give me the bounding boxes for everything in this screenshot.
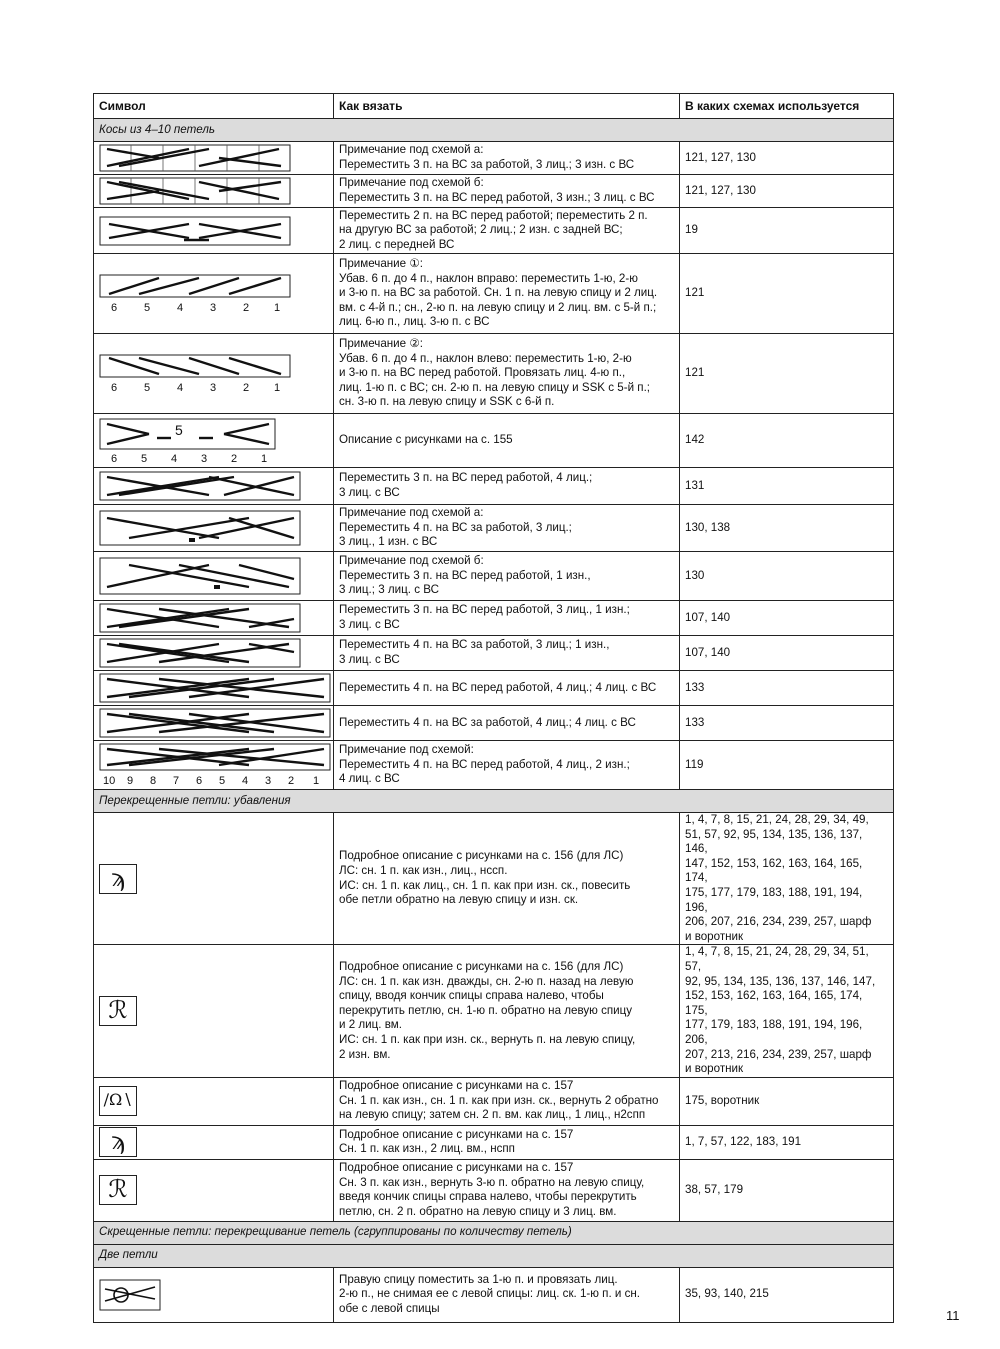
header-how: Как вязать <box>334 94 680 119</box>
used-in: 130 <box>680 552 894 601</box>
used-in: 121, 127, 130 <box>680 142 894 175</box>
used-in: 131 <box>680 468 894 505</box>
stitch-number: 1 <box>274 381 281 394</box>
symbol-cell <box>94 1159 334 1221</box>
table-row <box>94 552 894 601</box>
twisted-decrease-right-icon: ϡ <box>99 864 137 894</box>
cable-symbol <box>94 414 334 468</box>
used-in: 130, 138 <box>680 505 894 552</box>
how-text: Переместить 4 п. на ВС за работой, 3 лиц.; 1 изн., 3 лиц. с ВС <box>334 636 680 671</box>
cable-symbol <box>94 142 334 175</box>
header-used: В каких схемах используется <box>680 94 894 119</box>
stitch-number: 3 <box>265 775 272 787</box>
twisted-decrease-passover-icon: ϡ <box>99 1127 137 1157</box>
used-in: 35, 93, 140, 215 <box>680 1267 894 1322</box>
how-text: Примечание под схемой а: Переместить 4 п. на ВС за работой, 3 лиц.; 3 лиц., 1 изн. с ВС <box>334 505 680 552</box>
table-row <box>94 741 894 790</box>
used-in: 1, 7, 57, 122, 183, 191 <box>680 1125 894 1159</box>
center-number: 5 <box>175 421 183 438</box>
table-row <box>94 601 894 636</box>
cable-symbol <box>94 706 334 741</box>
how-text: Примечание под схемой б: Переместить 3 п. на ВС перед работой, 3 изн.; 3 лиц. с ВС <box>334 175 680 208</box>
table-row <box>94 254 894 334</box>
page-number: 11 <box>946 1308 960 1323</box>
used-in: 175, воротник <box>680 1077 894 1125</box>
used-in: 133 <box>680 706 894 741</box>
stitch-number: 3 <box>210 381 217 394</box>
used-in: 121, 127, 130 <box>680 175 894 208</box>
table-row <box>94 142 894 175</box>
section-two-loops: Две петли <box>94 1244 894 1267</box>
stitch-number: 8 <box>150 775 157 787</box>
stitch-number: 3 <box>210 301 217 314</box>
used-in: 38, 57, 179 <box>680 1159 894 1221</box>
how-text: Переместить 2 п. на ВС перед работой; переместить 2 п. на другую ВС за работой; 2 лиц.; 2 изн. с задней ВС; 2 лиц. с передней ВС <box>334 208 680 254</box>
how-text: Примечание ①: Убав. 6 п. до 4 п., наклон вправо: переместить 1-ю, 2-ю и 3-ю п. на ВС за работой. Сн. 1 п. на левую спицу и 2 лиц. вм. с 4-й п.; сн., 2-ю п. на левую спицу и 2 лиц. вм. с 5-й п.; лиц. 6-ю п., лиц. 3-ю п. с ВС <box>334 254 680 334</box>
how-text: Примечание под схемой: Переместить 4 п. на ВС перед работой, 4 лиц., 2 изн.; 4 лиц. с ВС <box>334 741 680 790</box>
table-row <box>94 1125 894 1159</box>
used-in: 133 <box>680 671 894 706</box>
how-text: Подробное описание с рисунками на с. 156 (для ЛС) ЛС: сн. 1 п. как изн. дважды, сн. 2-ю п. назад на левую спицу, вводя кончик спицы справа налево, чтобы перекрутить петлю, сн. 1-ю п. обратно на левую спицу и 2 лиц. вм. ИС: сн. 1 п. как при изн. ск., вернуть п. на левую спицу, 2 изн. вм. <box>334 945 680 1077</box>
cable-symbol <box>94 601 334 636</box>
how-text: Переместить 4 п. на ВС за работой, 4 лиц.; 4 лиц. с ВС <box>334 706 680 741</box>
stitch-number: 2 <box>231 452 238 464</box>
how-text: Подробное описание с рисунками на с. 157 Сн. 1 п. как изн., сн. 1 п. как при изн. ск., вернуть 2 обратно на левую спицу; затем сн. 2 п. вм. как лиц., 1 лиц., н2спп <box>334 1077 680 1125</box>
table-row <box>94 706 894 741</box>
stitch-number: 7 <box>173 775 180 787</box>
cable-symbol <box>94 208 334 254</box>
stitch-number: 4 <box>177 301 184 314</box>
stitch-number: 4 <box>177 381 184 394</box>
used-in: 1, 4, 7, 8, 15, 21, 24, 28, 29, 34, 51, 57, 92, 95, 134, 135, 136, 137, 146, 147, 152, 153, 162, 163, 164, 165, 174, 175, 177, 179, 183, 188, 191, 194, 196, 206, 207, 213, 216, 234, 239, 257, шарф и воротник <box>680 945 894 1077</box>
section-cables: Косы из 4–10 петель <box>94 119 894 142</box>
section-crossed: Скрещенные петли: перекрещивание петель (сгруппированы по количеству петель) <box>94 1221 894 1244</box>
table-row <box>94 671 894 706</box>
how-text: Правую спицу поместить за 1-ю п. и провязать лиц. 2-ю п., не снимая ее с левой спицы: лиц. ск. 1-ю п. и сн. обе с левой спицы <box>334 1267 680 1322</box>
used-in: 19 <box>680 208 894 254</box>
stitch-number: 6 <box>111 301 118 314</box>
stitch-number: 10 <box>103 775 116 787</box>
stitch-number: 9 <box>127 775 134 787</box>
stitch-number: 6 <box>196 775 203 787</box>
stitch-number: 6 <box>111 452 118 464</box>
used-in: 121 <box>680 334 894 414</box>
symbol-cell <box>94 1125 334 1159</box>
table-row <box>94 1077 894 1125</box>
stitch-number: 4 <box>171 452 178 464</box>
how-text: Подробное описание с рисунками на с. 157 Сн. 1 п. как изн., 2 лиц. вм., нспп <box>334 1125 680 1159</box>
stitch-number: 5 <box>144 381 151 394</box>
stitch-number: 1 <box>261 452 268 464</box>
table-row <box>94 813 894 945</box>
used-in: 121 <box>680 254 894 334</box>
how-text: Подробное описание с рисунками на с. 156 (для ЛС) ЛС: сн. 1 п. как изн., лиц., нссп. ИС: сн. 1 п. как лиц., сн. 1 п. как при изн. ск., повесить обе петли обратно на левую спицу и изн. ск. <box>334 813 680 945</box>
crossed-two-loops-icon <box>99 1279 163 1311</box>
cable-symbol <box>94 552 334 601</box>
table-row <box>94 208 894 254</box>
used-in: 107, 140 <box>680 636 894 671</box>
used-in: 1, 4, 7, 8, 15, 21, 24, 28, 29, 34, 49, 51, 57, 92, 95, 134, 135, 136, 137, 146, 147, 152, 153, 162, 163, 164, 165, 174, 175, 177, 179, 183, 188, 191, 194, 196, 206, 207, 216, 234, 239, 257, шарф и воротник <box>680 813 894 945</box>
stitch-number: 5 <box>144 301 151 314</box>
stitch-number: 1 <box>313 775 320 787</box>
how-text: Переместить 4 п. на ВС перед работой, 4 лиц.; 4 лиц. с ВС <box>334 671 680 706</box>
table-row <box>94 636 894 671</box>
stitch-number: 5 <box>141 452 148 464</box>
how-text: Переместить 3 п. на ВС перед работой, 4 лиц.; 3 лиц. с ВС <box>334 468 680 505</box>
how-text: Подробное описание с рисунками на с. 157 Сн. 3 п. как изн., вернуть 3-ю п. обратно на левую спицу, введя кончик спицы справа налево, чтобы перекрутить петлю, сн. 2 п. обратно на левую спицу и 3 лиц. вм. <box>334 1159 680 1221</box>
cable-symbol <box>94 636 334 671</box>
stitch-number: 2 <box>243 301 250 314</box>
stitch-number: 3 <box>201 452 208 464</box>
table-row <box>94 468 894 505</box>
used-in: 107, 140 <box>680 601 894 636</box>
how-text: Примечание ②: Убав. 6 п. до 4 п., наклон влево: переместить 1-ю, 2-ю и 3-ю п. на ВС перед работой. Провязать лиц. 4-ю п., лиц. 1-ю п. с ВС; сн. 2-ю п. на левую спицу и SSK с 5-й п.; сн. 3-ю п. на левую спицу и SSK с 6-й п. <box>334 334 680 414</box>
table-row <box>94 505 894 552</box>
header-symbol: Символ <box>94 94 334 119</box>
table-row <box>94 1159 894 1221</box>
table-row <box>94 175 894 208</box>
table-row <box>94 945 894 1077</box>
double-twisted-decrease-icon: ∕Ω∖ <box>99 1086 137 1116</box>
stitch-number: 1 <box>274 301 281 314</box>
how-text: Примечание под схемой а: Переместить 3 п. на ВС за работой, 3 лиц.; 3 изн. с ВС <box>334 142 680 175</box>
section-twisted-decreases: Перекрещенные петли: убавления <box>94 790 894 813</box>
cable-symbol <box>94 505 334 552</box>
cable-symbol <box>94 254 334 334</box>
stitch-number: 2 <box>243 381 250 394</box>
cable-symbol <box>94 468 334 505</box>
cable-symbol <box>94 334 334 414</box>
symbol-cell <box>94 1077 334 1125</box>
twisted-three-together-icon: ℛ <box>99 1175 137 1205</box>
table-row <box>94 414 894 468</box>
table-row <box>94 1267 894 1322</box>
used-in: 119 <box>680 741 894 790</box>
symbol-cell <box>94 1267 334 1322</box>
twisted-decrease-left-icon: ℛ <box>99 996 137 1026</box>
table-row <box>94 334 894 414</box>
stitch-number: 2 <box>288 775 295 787</box>
symbol-legend-table <box>93 93 894 1323</box>
stitch-number: 5 <box>219 775 226 787</box>
symbol-cell <box>94 813 334 945</box>
stitch-number: 4 <box>242 775 249 787</box>
cable-symbol <box>94 671 334 706</box>
cable-symbol <box>94 741 334 790</box>
stitch-number: 6 <box>111 381 118 394</box>
header-row <box>94 94 894 119</box>
symbol-cell <box>94 945 334 1077</box>
how-text: Переместить 3 п. на ВС перед работой, 3 лиц., 1 изн.; 3 лиц. с ВС <box>334 601 680 636</box>
how-text: Описание с рисунками на с. 155 <box>334 414 680 468</box>
how-text: Примечание под схемой б: Переместить 3 п. на ВС перед работой, 1 изн., 3 лиц.; 3 лиц. с ВС <box>334 552 680 601</box>
used-in: 142 <box>680 414 894 468</box>
cable-symbol <box>94 175 334 208</box>
